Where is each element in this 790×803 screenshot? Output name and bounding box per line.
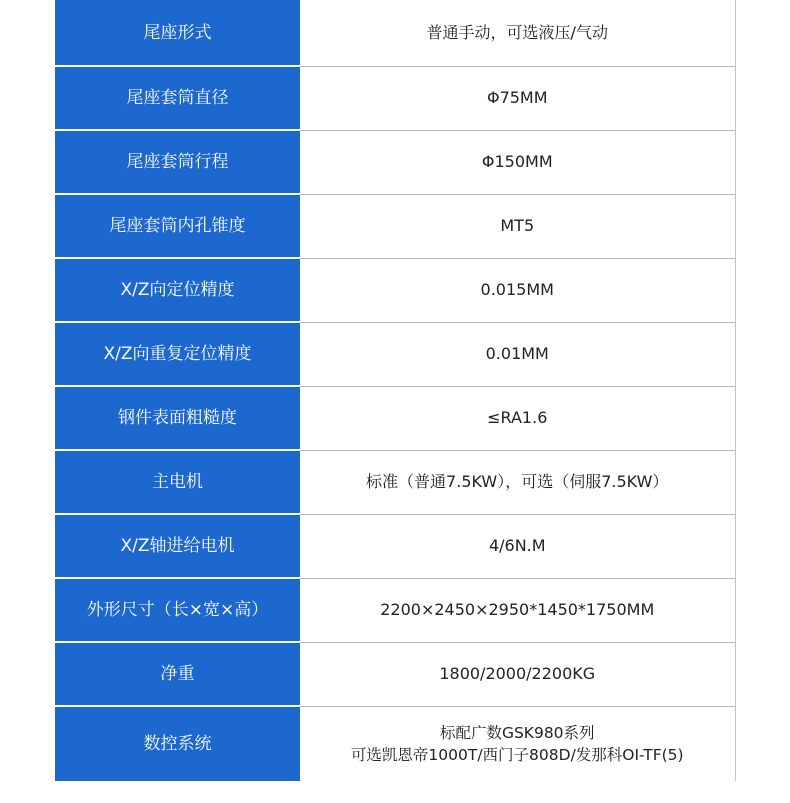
spec-label: X/Z轴进给电机 (55, 514, 300, 578)
table-row (55, 578, 735, 642)
spec-value: MT5 (300, 194, 735, 258)
spec-value (300, 706, 735, 781)
spec-value: 标准（普通7.5KW），可选（伺服7.5KW） (300, 450, 735, 514)
spec-label: 主电机 (55, 450, 300, 514)
table-row (55, 514, 735, 578)
spec-label: 净重 (55, 642, 300, 706)
table-row (55, 66, 735, 130)
spec-value: Φ75MM (300, 66, 735, 130)
spec-label: 尾座套筒行程 (55, 130, 300, 194)
spec-value: 普通手动，可选液压/气动 (300, 0, 735, 66)
spec-label: 钢件表面粗糙度 (55, 386, 300, 450)
spec-value-line: 标配广数GSK980系列 (439, 723, 595, 742)
spec-value: 1800/2000/2200KG (300, 642, 735, 706)
table-row (55, 642, 735, 706)
spec-label: 尾座套筒内孔锥度 (55, 194, 300, 258)
spec-value: 4/6N.M (300, 514, 735, 578)
spec-label: 外形尺寸（长×宽×高） (55, 578, 300, 642)
spec-label: 数控系统 (55, 706, 300, 781)
table-row (55, 450, 735, 514)
spec-value: Φ150MM (300, 130, 735, 194)
spec-value: 0.01MM (300, 322, 735, 386)
table-row (55, 386, 735, 450)
spec-label: X/Z向定位精度 (55, 258, 300, 322)
table-row (55, 258, 735, 322)
spec-label: X/Z向重复定位精度 (55, 322, 300, 386)
table-row (55, 130, 735, 194)
table-row (55, 322, 735, 386)
spec-label: 尾座套筒直径 (55, 66, 300, 130)
spec-table (55, 0, 736, 781)
spec-value-line: 可选凯恩帝1000T/西门子808D/发那科OI-TF(5) (350, 745, 684, 764)
table-row (55, 0, 735, 66)
spec-value: 0.015MM (300, 258, 735, 322)
table-row (55, 194, 735, 258)
spec-value: ≤RA1.6 (300, 386, 735, 450)
spec-value: 2200×2450×2950*1450*1750MM (300, 578, 735, 642)
table-row (55, 706, 735, 781)
spec-label: 尾座形式 (55, 0, 300, 66)
